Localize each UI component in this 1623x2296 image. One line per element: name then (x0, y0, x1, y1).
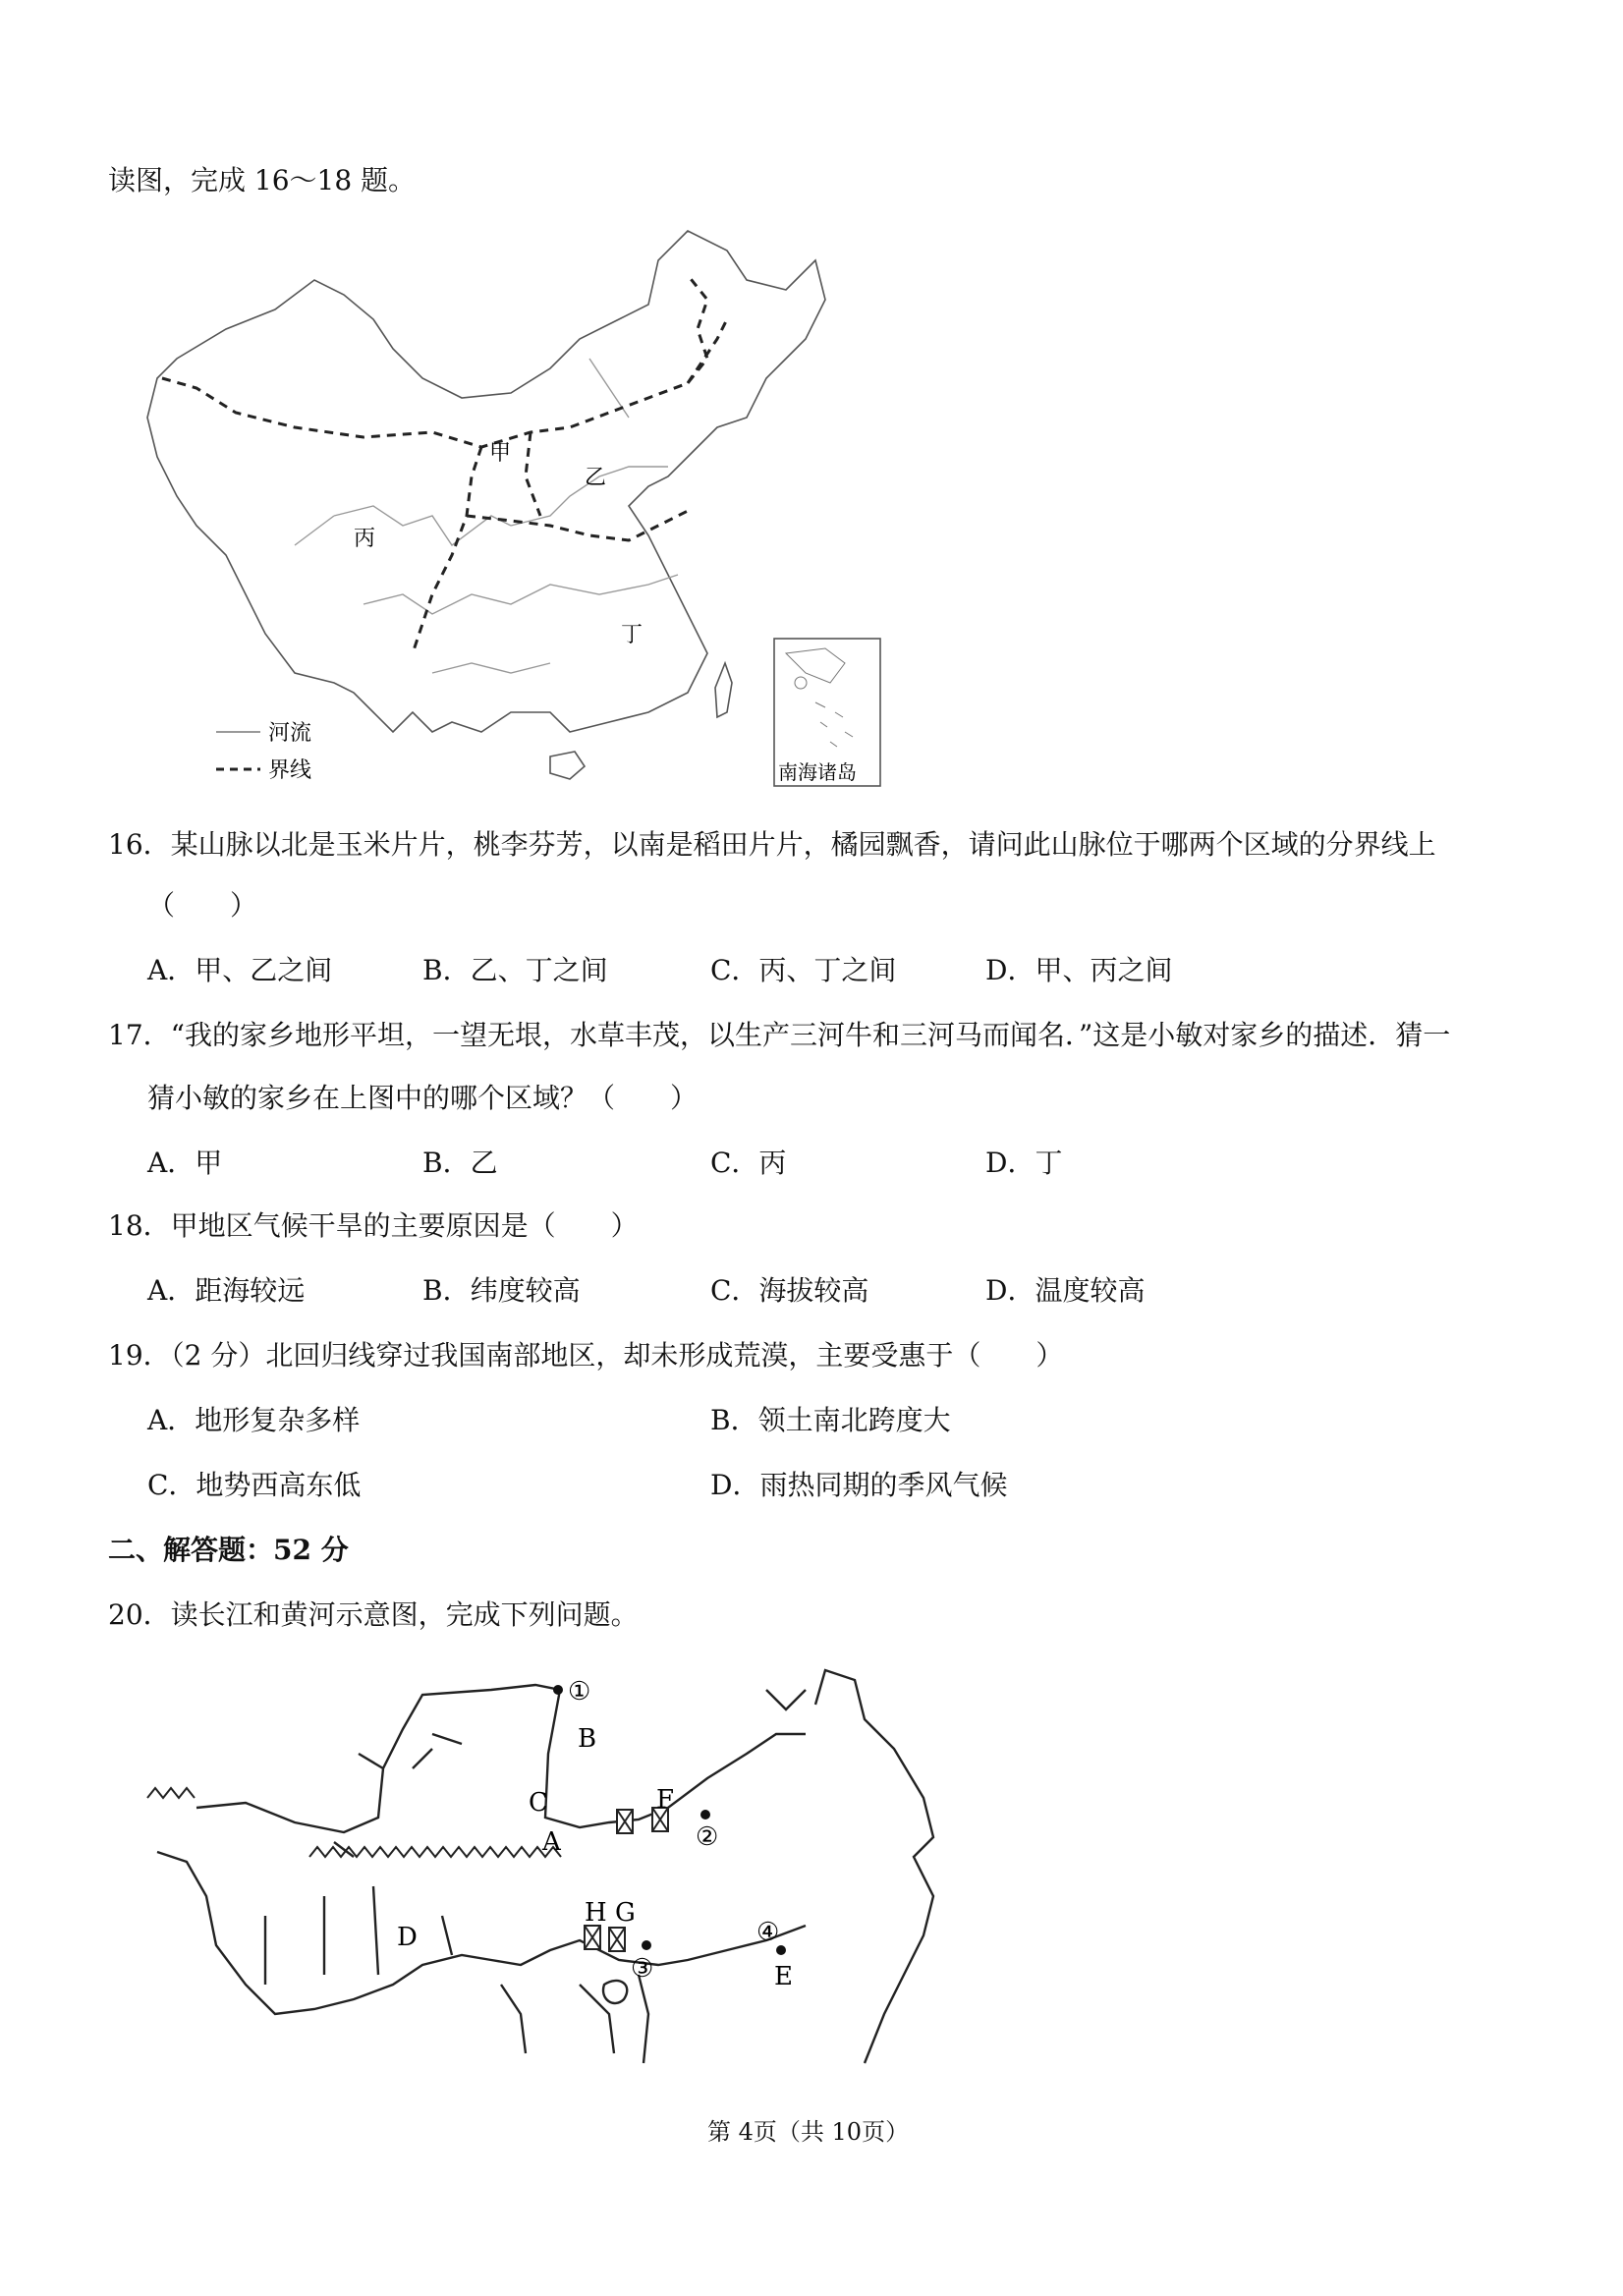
q16-option-a: A．甲、乙之间 (147, 954, 333, 986)
q18-option-c: C．海拔较高 (710, 1274, 869, 1307)
region-label-bing: 丙 (354, 527, 376, 551)
intro-text: 读图，完成 16～18 题。 (108, 164, 417, 196)
q17-stem-line2: 猜小敏的家乡在上图中的哪个区域？（ ） (147, 1082, 699, 1114)
region-label-ding: 丁 (621, 623, 644, 647)
label-H: H (585, 1898, 607, 1928)
rivers-sketch-map (138, 1660, 943, 2073)
q17-stem-line1: 17．“我的家乡地形平坦，一望无垠，水草丰茂，以生产三河牛和三河马而闻名．”这是小敏对家乡的描述．猜一 (108, 1019, 1451, 1051)
q18-option-b: B．纬度较高 (422, 1274, 581, 1307)
label-D: D (397, 1923, 418, 1952)
china-region-map (138, 221, 904, 801)
q16-stem: 16．某山脉以北是玉米片片，桃李芬芳，以南是稻田片片，橘园飘香，请问此山脉位于哪两个区域的分界线上 (108, 828, 1436, 861)
mountain-ridges (147, 1788, 561, 1857)
yangtze-river-line (157, 1852, 806, 2014)
section-heading: 二、解答题：52 分 (108, 1534, 349, 1566)
coastline (815, 1670, 933, 2063)
legend-boundary-label: 界线 (268, 758, 312, 783)
region-label-jia: 甲 (489, 441, 512, 466)
dam-symbols (585, 1808, 668, 1951)
label-G: G (615, 1898, 636, 1928)
q16-option-d: D．甲、丙之间 (985, 954, 1173, 986)
q20-stem: 20．读长江和黄河示意图，完成下列问题。 (108, 1598, 639, 1631)
point-label-4: ④ (756, 1918, 780, 1947)
q17-option-a: A．甲 (147, 1147, 223, 1179)
legend-river-label: 河流 (268, 721, 312, 746)
label-C: C (529, 1788, 548, 1818)
region-label-yi: 乙 (585, 466, 607, 490)
point-label-2: ② (696, 1822, 719, 1852)
point-label-1: ① (568, 1677, 591, 1707)
inset-islands (786, 648, 853, 747)
q17-option-d: D．丁 (985, 1147, 1063, 1179)
lake-shape (603, 1981, 627, 2003)
label-B: B (578, 1724, 597, 1754)
q19-stem: 19．（2 分）北回归线穿过我国南部地区，却未形成荒漠，主要受惠于（ ） (108, 1339, 1064, 1372)
yellow-river-line (196, 1685, 806, 1832)
inset-label: 南海诸岛 (778, 760, 857, 784)
q18-option-a: A．距海较远 (147, 1274, 306, 1307)
q17-option-c: C．丙 (710, 1147, 787, 1179)
page-footer: 第 4页（共 10页） (707, 2118, 910, 2146)
label-E: E (774, 1962, 793, 1991)
point-label-3: ③ (631, 1954, 654, 1984)
q17-option-b: B．乙 (422, 1147, 498, 1179)
label-A: A (542, 1827, 561, 1857)
q16-paren: （ ） (147, 889, 258, 922)
label-F: F (656, 1785, 675, 1815)
q16-option-b: B．乙、丁之间 (422, 954, 608, 986)
q19-option-d: D．雨热同期的季风气候 (710, 1469, 1008, 1501)
q18-stem: 18．甲地区气候干旱的主要原因是（ ） (108, 1209, 639, 1242)
q19-option-a: A．地形复杂多样 (147, 1404, 361, 1436)
hainan-island (550, 752, 585, 779)
taiwan-island (715, 663, 732, 717)
q18-option-d: D．温度较高 (985, 1274, 1146, 1307)
china-outline (147, 231, 825, 732)
q19-option-c: C．地势西高东低 (147, 1469, 362, 1501)
q16-option-c: C．丙、丁之间 (710, 954, 897, 986)
q19-option-b: B．领土南北跨度大 (710, 1404, 951, 1436)
